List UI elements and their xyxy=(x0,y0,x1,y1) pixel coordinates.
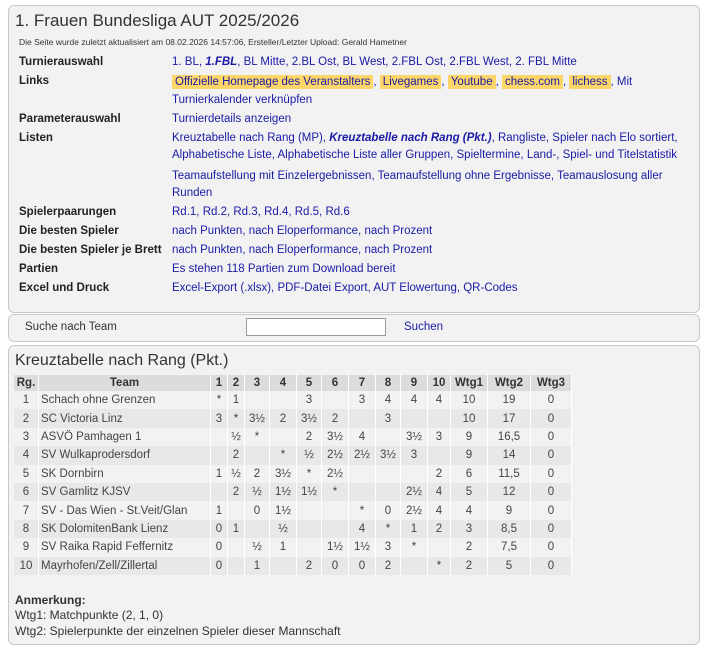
table-cell: * xyxy=(428,557,451,575)
table-cell: 3 xyxy=(349,391,376,409)
row-parameterauswahl xyxy=(19,109,691,128)
label-beste-spieler-brett: Die besten Spieler je Brett xyxy=(19,244,162,256)
table-cell: 0 xyxy=(531,557,572,575)
table-cell xyxy=(428,409,451,427)
col-header-6: 5 xyxy=(297,375,322,391)
table-cell: 1 xyxy=(228,391,245,409)
table-cell: 1½ xyxy=(349,538,376,556)
remark-wtg2: Wtg2: Spielerpunkte der einzelnen Spieler dieser Mannschaft xyxy=(15,624,341,638)
table-cell: 10 xyxy=(451,409,488,427)
table-cell xyxy=(211,446,228,464)
table-cell: 3 xyxy=(401,446,428,464)
table-cell xyxy=(428,538,451,556)
table-cell: 3½ xyxy=(270,465,297,483)
row-links xyxy=(19,71,691,109)
link-rd-3[interactable]: Rd.3 xyxy=(233,206,258,218)
table-row xyxy=(14,483,572,501)
table-cell xyxy=(428,446,451,464)
row-listen xyxy=(19,128,691,202)
table-cell: 4 xyxy=(349,428,376,446)
table-row xyxy=(14,520,572,538)
table-cell xyxy=(349,409,376,427)
table-cell: 11,5 xyxy=(488,465,531,483)
table-cell: 2 xyxy=(451,538,488,556)
table-cell: 0 xyxy=(531,428,572,446)
team-search-input[interactable] xyxy=(246,318,386,336)
table-cell: 3 xyxy=(376,538,401,556)
table-cell: 8,5 xyxy=(488,520,531,538)
link-homepage[interactable]: Offizielle Homepage des Veranstalters xyxy=(172,75,373,89)
table-cell: * xyxy=(245,428,270,446)
table-cell: 3½ xyxy=(376,446,401,464)
link-rd-1[interactable]: Rd.1 xyxy=(172,206,197,218)
link-teamauslosung[interactable]: Teamauslosung aller Runden xyxy=(172,170,663,199)
link-1-bl[interactable]: 1. BL xyxy=(172,56,199,68)
table-cell: 0 xyxy=(376,501,401,519)
col-header-0: Rg. xyxy=(14,375,39,391)
col-header-3: 2 xyxy=(228,375,245,391)
table-cell: 4 xyxy=(451,501,488,519)
table-cell: 0 xyxy=(211,538,228,556)
table-cell: 14 xyxy=(488,446,531,464)
search-button[interactable]: Suchen xyxy=(404,321,444,333)
team-name[interactable]: Schach ohne Grenzen xyxy=(39,391,211,409)
link-turnierkalender[interactable]: Mit Turnierkalender verknüpfen xyxy=(172,76,633,106)
table-cell: 12 xyxy=(488,483,531,501)
table-cell: 2 xyxy=(297,428,322,446)
table-cell: ½ xyxy=(270,520,297,538)
table-cell: 3 xyxy=(376,409,401,427)
table-cell: 2 xyxy=(376,557,401,575)
table-cell: 5 xyxy=(488,557,531,575)
table-cell: 2½ xyxy=(401,483,428,501)
link-kreuztabelle-pkt-current[interactable]: Kreuztabelle nach Rang (Pkt.) xyxy=(329,132,492,144)
table-cell: 9 xyxy=(488,501,531,519)
link-2-fbl-mitte[interactable]: 2. FBL Mitte xyxy=(515,56,577,68)
table-cell: 4 xyxy=(428,483,451,501)
table-cell xyxy=(245,391,270,409)
team-name[interactable]: SC Victoria Linz xyxy=(39,409,211,427)
col-header-10: 9 xyxy=(401,375,428,391)
col-header-9: 8 xyxy=(376,375,401,391)
col-header-2: 1 xyxy=(211,375,228,391)
table-cell: 1 xyxy=(245,557,270,575)
table-cell: 0 xyxy=(531,483,572,501)
remarks-heading: Anmerkung: xyxy=(15,593,86,607)
table-cell xyxy=(270,391,297,409)
link-rd-5[interactable]: Rd.5 xyxy=(294,206,320,218)
table-cell: 7 xyxy=(14,501,39,519)
table-row xyxy=(14,446,572,464)
table-cell: 0 xyxy=(322,557,349,575)
table-cell: * xyxy=(228,409,245,427)
table-cell xyxy=(211,428,228,446)
table-cell xyxy=(270,557,297,575)
table-cell: 1 xyxy=(401,520,428,538)
listen-links: Kreuztabelle nach Rang (MP), Kreuztabelle nach Rang (Pkt.), Rangliste, Spieler nach Elo sortiert, Alphabetische Liste, Alphabetische Liste aller Gruppen, Spieltermine, Land-, Spiel- und Titelstatistik Teamaufstellung mit Einzelergebnissen, Teamaufstellung ohne Ergebnisse, Teamauslosung aller Runden xyxy=(172,132,678,199)
table-cell xyxy=(349,465,376,483)
link-alphabetische-liste[interactable]: Alphabetische Liste xyxy=(172,149,272,161)
table-cell xyxy=(245,446,270,464)
table-row xyxy=(14,465,572,483)
table-cell: * xyxy=(297,465,322,483)
table-cell: 1 xyxy=(14,391,39,409)
row-turnierauswahl xyxy=(19,54,691,71)
table-cell xyxy=(322,501,349,519)
table-cell: 1 xyxy=(228,520,245,538)
table-cell: 3 xyxy=(211,409,228,427)
table-cell xyxy=(211,483,228,501)
link-alphabetische-liste-gruppen[interactable]: Alphabetische Liste aller Gruppen xyxy=(277,149,451,161)
turnierauswahl-links: 1. BL, 1.FBL, BL Mitte, 2.BL Ost, BL West, 2.FBL Ost, 2.FBL West, 2. FBL Mitte xyxy=(172,56,577,68)
table-cell: ½ xyxy=(228,465,245,483)
table-cell xyxy=(245,520,270,538)
table-cell xyxy=(322,391,349,409)
link-beste-nach-prozent[interactable]: nach Prozent xyxy=(364,225,433,237)
table-cell: 4 xyxy=(349,520,376,538)
col-header-1: Team xyxy=(39,375,211,391)
table-cell xyxy=(376,428,401,446)
link-2-fbl-ost[interactable]: 2.FBL Ost xyxy=(391,56,444,68)
link-2-fbl-west[interactable]: 2.FBL West xyxy=(449,56,509,68)
table-cell: 0 xyxy=(531,501,572,519)
table-cell: 1½ xyxy=(297,483,322,501)
external-links: Offizielle Homepage des Veranstalters , Livegames , Youtube , chess.com , lichess , Mit Turnierkalender verknüpfen xyxy=(172,76,633,106)
link-pdf-export[interactable]: PDF-Datei Export xyxy=(277,282,368,294)
table-cell xyxy=(322,520,349,538)
table-row xyxy=(14,391,572,409)
table-cell: 1 xyxy=(270,538,297,556)
link-rd-6[interactable]: Rd.6 xyxy=(325,206,350,218)
table-cell: 0 xyxy=(211,520,228,538)
table-cell: 9 xyxy=(451,428,488,446)
search-label: Suche nach Team xyxy=(25,321,117,333)
table-cell: 2½ xyxy=(349,446,376,464)
table-cell: 6 xyxy=(451,465,488,483)
table-cell: 10 xyxy=(14,557,39,575)
link-livegames[interactable]: Livegames xyxy=(380,75,442,89)
row-excel-druck: Excel und Druck Excel-Export (.xlsx), PDF-Datei Export, AUT Elowertung, QR-Codes xyxy=(19,278,691,297)
team-name[interactable]: SV Gamlitz KJSV xyxy=(39,483,211,501)
table-cell: 3½ xyxy=(245,409,270,427)
label-excel-druck: Excel und Druck xyxy=(19,282,110,294)
last-updated-text: Die Seite wurde zuletzt aktualisiert am 08.02.2026 14:57:06, Ersteller/Letzter Upload: Gerald Hametner xyxy=(19,37,407,47)
row-partien xyxy=(19,259,691,278)
link-teamaufstellung-ohne-ergebnisse[interactable]: Teamaufstellung ohne Ergebnisse xyxy=(377,170,551,182)
table-cell xyxy=(376,483,401,501)
table-cell: * xyxy=(322,483,349,501)
table-row xyxy=(14,538,572,556)
table-cell xyxy=(401,557,428,575)
row-beste-spieler-brett: Die besten Spieler je Brett nach Punkten, nach Eloperformance, nach Prozent xyxy=(19,240,691,259)
table-cell: 16,5 xyxy=(488,428,531,446)
table-cell: 0 xyxy=(531,446,572,464)
table-cell: 3½ xyxy=(322,428,349,446)
link-1-fbl-current[interactable]: 1.FBL xyxy=(205,56,238,68)
tournament-info-table xyxy=(19,54,691,297)
link-excel-export[interactable]: Excel-Export (.xlsx) xyxy=(172,282,272,294)
table-cell: * xyxy=(376,520,401,538)
table-cell: ½ xyxy=(297,446,322,464)
table-cell xyxy=(376,465,401,483)
col-header-11: 10 xyxy=(428,375,451,391)
team-name[interactable]: Mayrhofen/Zell/Zillertal xyxy=(39,557,211,575)
table-cell xyxy=(228,538,245,556)
table-cell xyxy=(297,501,322,519)
label-partien: Partien xyxy=(19,263,58,275)
table-cell: 2 xyxy=(451,557,488,575)
table-cell xyxy=(297,538,322,556)
link-2-bl-ost[interactable]: 2.BL Ost xyxy=(291,56,337,68)
label-links: Links xyxy=(19,75,50,87)
link-lichess[interactable]: lichess xyxy=(569,75,610,89)
row-spielerpaarungen: Spielerpaarungen Rd.1, Rd.2, Rd.3, Rd.4, Rd.5, Rd.6 xyxy=(19,202,691,221)
table-cell: 0 xyxy=(531,409,572,427)
table-cell: 2½ xyxy=(401,501,428,519)
table-cell: 3 xyxy=(297,391,322,409)
page-title: 1. Frauen Bundesliga AUT 2025/2026 xyxy=(15,11,300,30)
table-cell: ½ xyxy=(245,538,270,556)
label-spielerpaarungen: Spielerpaarungen xyxy=(19,206,117,218)
table-cell xyxy=(349,483,376,501)
table-cell: 3½ xyxy=(297,409,322,427)
team-name[interactable]: SK DolomitenBank Lienz xyxy=(39,520,211,538)
tournament-info-panel xyxy=(8,5,700,313)
table-cell xyxy=(228,557,245,575)
table-cell: * xyxy=(270,446,297,464)
table-row xyxy=(14,428,572,446)
link-statistik[interactable]: Land-, Spiel- und Titelstatistik xyxy=(526,149,678,161)
link-beste-nach-eloperformance[interactable]: nach Eloperformance xyxy=(248,225,359,237)
table-cell: 5 xyxy=(451,483,488,501)
link-rangliste[interactable]: Rangliste xyxy=(497,132,546,144)
table-cell: 0 xyxy=(531,391,572,409)
table-cell: 2 xyxy=(228,483,245,501)
table-cell: * xyxy=(211,391,228,409)
table-cell: 3½ xyxy=(401,428,428,446)
link-brett-nach-prozent[interactable]: nach Prozent xyxy=(364,244,433,256)
table-cell xyxy=(401,465,428,483)
table-cell: 17 xyxy=(488,409,531,427)
table-cell: 8 xyxy=(14,520,39,538)
link-partien-download[interactable]: Es stehen 118 Partien zum Download bereit xyxy=(172,263,396,275)
link-brett-nach-eloperformance[interactable]: nach Eloperformance xyxy=(248,244,359,256)
team-name[interactable]: ASVÖ Pamhagen 1 xyxy=(39,428,211,446)
table-cell: 4 xyxy=(428,391,451,409)
label-turnierauswahl: Turnierauswahl xyxy=(19,56,104,68)
team-search-panel xyxy=(8,314,700,342)
table-cell: * xyxy=(349,501,376,519)
table-cell xyxy=(297,520,322,538)
table-cell: 0 xyxy=(531,465,572,483)
table-cell: 4 xyxy=(376,391,401,409)
remark-wtg1: Wtg1: Matchpunkte (2, 1, 0) xyxy=(15,608,164,622)
table-cell: 2½ xyxy=(322,446,349,464)
table-cell: 1 xyxy=(211,465,228,483)
table-cell: 0 xyxy=(211,557,228,575)
link-qr-codes[interactable]: QR-Codes xyxy=(463,282,518,294)
table-cell: 10 xyxy=(451,391,488,409)
table-cell: 0 xyxy=(531,520,572,538)
table-cell: ½ xyxy=(228,428,245,446)
crosstable-panel xyxy=(8,345,700,645)
table-cell: 0 xyxy=(531,538,572,556)
link-teamaufstellung-einzelergebnisse[interactable]: Teamaufstellung mit Einzelergebnissen xyxy=(172,170,372,182)
col-header-5: 4 xyxy=(270,375,297,391)
table-row xyxy=(14,557,572,575)
table-cell xyxy=(228,501,245,519)
table-cell: 1 xyxy=(211,501,228,519)
link-rd-4[interactable]: Rd.4 xyxy=(264,206,289,218)
crosstable xyxy=(14,375,572,575)
table-cell: 2 xyxy=(270,409,297,427)
table-cell: 1½ xyxy=(322,538,349,556)
table-cell: 2 xyxy=(428,520,451,538)
table-cell xyxy=(270,428,297,446)
link-bl-mitte[interactable]: BL Mitte xyxy=(243,56,286,68)
table-cell: 19 xyxy=(488,391,531,409)
table-cell: 3 xyxy=(451,520,488,538)
col-header-7: 6 xyxy=(322,375,349,391)
team-name[interactable]: SK Dornbirn xyxy=(39,465,211,483)
link-kreuztabelle-mp[interactable]: Kreuztabelle nach Rang (MP) xyxy=(172,132,323,144)
col-header-13: Wtg2 xyxy=(488,375,531,391)
table-cell: 4 xyxy=(428,501,451,519)
table-cell: 3 xyxy=(14,428,39,446)
link-turnierdetails[interactable]: Turnierdetails anzeigen xyxy=(172,113,292,125)
table-cell: 2 xyxy=(245,465,270,483)
link-rd-2[interactable]: Rd.2 xyxy=(202,206,227,218)
table-row xyxy=(14,501,572,519)
table-row xyxy=(14,409,572,427)
col-header-4: 3 xyxy=(245,375,270,391)
table-cell: 4 xyxy=(14,446,39,464)
table-cell: 1½ xyxy=(270,483,297,501)
table-cell: 2 xyxy=(322,409,349,427)
team-name[interactable]: SV Raika Rapid Feffernitz xyxy=(39,538,211,556)
link-spieltermine[interactable]: Spieltermine xyxy=(456,149,521,161)
table-cell: 2 xyxy=(428,465,451,483)
col-header-14: Wtg3 xyxy=(531,375,572,391)
link-beste-nach-punkten[interactable]: nach Punkten xyxy=(172,225,243,237)
table-cell: 9 xyxy=(14,538,39,556)
label-listen: Listen xyxy=(19,132,53,144)
link-brett-nach-punkten[interactable]: nach Punkten xyxy=(172,244,243,256)
table-cell xyxy=(401,409,428,427)
crosstable-title: Kreuztabelle nach Rang (Pkt.) xyxy=(15,352,229,369)
table-cell: 6 xyxy=(14,483,39,501)
col-header-8: 7 xyxy=(349,375,376,391)
table-cell: 2½ xyxy=(322,465,349,483)
table-cell: 1½ xyxy=(270,501,297,519)
table-cell: 0 xyxy=(349,557,376,575)
table-cell: 4 xyxy=(401,391,428,409)
link-aut-elowertung[interactable]: AUT Elowertung xyxy=(373,282,457,294)
table-cell: 2 xyxy=(297,557,322,575)
col-header-12: Wtg1 xyxy=(451,375,488,391)
table-cell: 7,5 xyxy=(488,538,531,556)
table-cell: 5 xyxy=(14,465,39,483)
link-spieler-nach-elo[interactable]: Spieler nach Elo sortiert xyxy=(552,132,675,144)
link-youtube[interactable]: Youtube xyxy=(448,75,496,89)
link-bl-west[interactable]: BL West xyxy=(342,56,386,68)
table-cell: 2 xyxy=(228,446,245,464)
table-cell: * xyxy=(401,538,428,556)
team-name[interactable]: SV Wulkaprodersdorf xyxy=(39,446,211,464)
label-parameterauswahl: Parameterauswahl xyxy=(19,113,121,125)
table-cell: 3 xyxy=(428,428,451,446)
table-cell: 2 xyxy=(14,409,39,427)
table-cell: 9 xyxy=(451,446,488,464)
crosstable-header-row xyxy=(14,375,572,391)
label-beste-spieler: Die besten Spieler xyxy=(19,225,119,237)
team-name[interactable]: SV - Das Wien - St.Veit/Glan xyxy=(39,501,211,519)
table-cell: 0 xyxy=(245,501,270,519)
table-cell: ½ xyxy=(245,483,270,501)
row-beste-spieler: Die besten Spieler nach Punkten, nach Eloperformance, nach Prozent xyxy=(19,221,691,240)
link-chess-com[interactable]: chess.com xyxy=(502,75,563,89)
